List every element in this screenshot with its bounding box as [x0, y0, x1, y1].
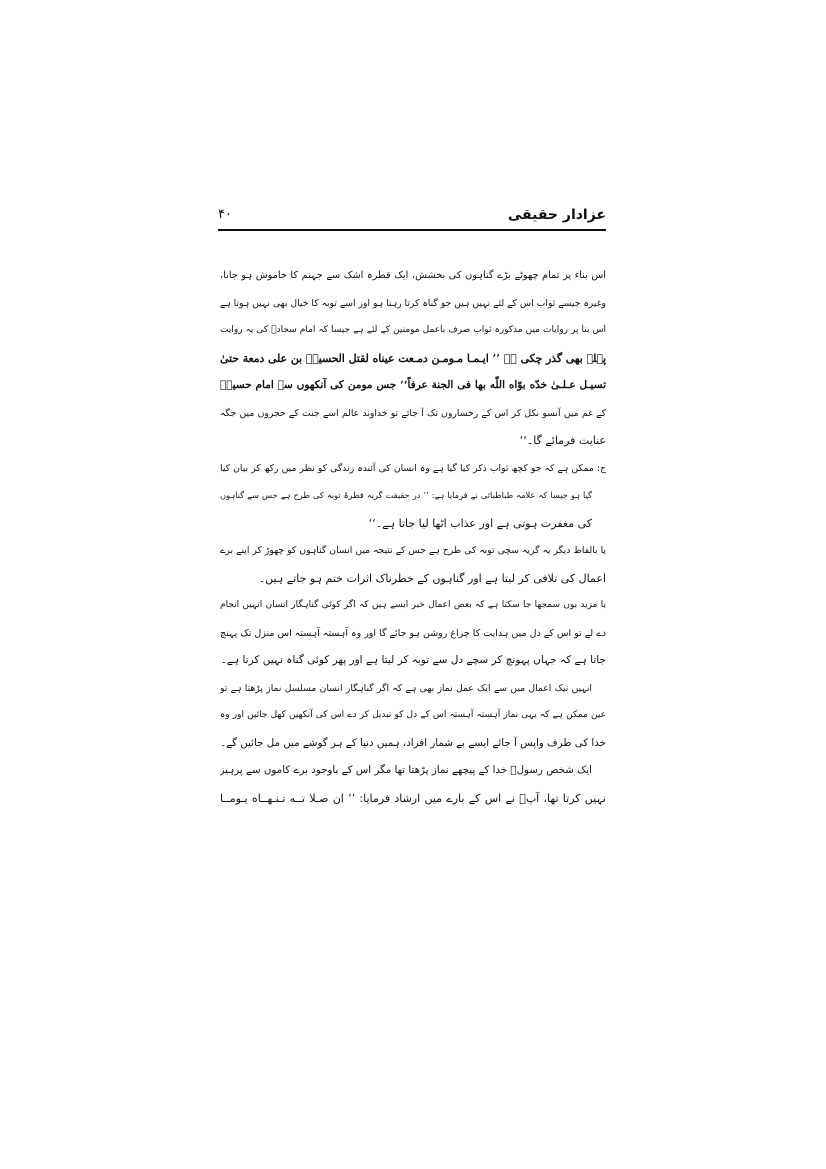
text-line: عنایت فرمائے گا۔‘‘ — [519, 434, 606, 447]
text-line: اعمال کی تلافی کر لیتا ہے اور گناہوں کے خطرناک اثرات ختم ہو جاتے ہیں۔ — [258, 571, 606, 585]
text-line: دے لے تو اس کے دل میں ہدایت کا چراغ روشن ہو جائے گا اور وہ آہستہ آہستہ اس منزل تک پہنچ — [220, 627, 606, 639]
text-line: اس بناء پر تمام چھوٹے بڑے گناہوں کی بخشش، ایک قطرہ اشک سے جہنم کا خاموش ہو جانا، — [220, 270, 606, 281]
text-line: ایک شخص رسولؐ خدا کے پیچھے نماز پڑھتا تھا مگر اس کے باوجود برے کاموں سے پرہیز — [220, 764, 592, 776]
text-line: اس بنا پر روایات میں مذکورہ ثواب صرف باعمل مومنین کے لئے ہے جیسا کہ امام سجادؑ کی یہ روایت — [220, 325, 606, 335]
text-line: عین ممکن ہے کہ یہی نماز آہستہ آہستہ اس کے دل کو تبدیل کر دے اس کی آنکھیں کھل جائیں اور وہ — [220, 710, 606, 720]
header-rule — [218, 229, 606, 231]
text-line: انہیں نیک اعمال میں سے ایک عمل نماز بھی ہے کہ اگر گناہگار انسان مسلسل نماز پڑھتا ہے تو — [220, 682, 592, 694]
running-title: عزادار حقیقی — [507, 207, 606, 223]
text-line: کے غم میں آنسو نکل کر اس کے رخساروں تک آ جائے تو خداوند عالم اسے جنت کے حجروں میں جگہ — [220, 407, 606, 419]
text-line: نہیں کرتا تھا، آپؐ نے اس کے بارے میں ارشاد فرمایا: ’’ ان صـلا تــه تـنـهــاه یـومــا — [220, 791, 606, 805]
text-line: یا بالفاظ دیگر یہ گریہ سچی توبہ کی طرح ہے جس کے نتیجہ میں انسان گناہوں کو چھوڑ کر اپنے برے — [220, 545, 606, 556]
text-line: کی مغفرت ہوتی ہے اور عذاب اٹھا لیا جاتا ہے۔‘‘ — [368, 516, 592, 530]
text-line: خدا کی طرف واپس آ جائے ایسے بے شمار افراد، ہمیں دنیا کے ہر گوشے میں مل جائیں گے۔ — [220, 736, 606, 749]
body-text — [220, 262, 606, 812]
text-line: یا مزید یوں سمجھا جا سکتا ہے کہ بعض اعمال خیر ایسے ہیں کہ اگر کوئی گناہگار انسان انہیں انجام — [220, 600, 606, 610]
text-line: پہلے بھی گذر چکی ہے ’’ ایـمـا مـومـن دمـعت عيناه لقتل الحسينؑ بن علی دمعة حتیٰ — [220, 351, 606, 365]
text-line: ج: ممکن ہے کہ جو کچھ ثواب ذکر کیا گیا ہے وہ انسان کی آئندہ زندگی کو نظر میں رکھ کر بیان کیا — [220, 462, 606, 474]
text-line: وغیرہ جیسے ثواب اس کے لئے نہیں ہیں جو گناہ کرتا رہتا ہو اور اسے توبہ کا خیال بھی نہیں ہوتا ہے — [220, 297, 606, 309]
text-line: تسیـل عـلـیٰ خدّه بوّاه اللّٰه بها فی الجنة عرفاً‘‘ جس مومن کی آنکھوں سے امام حسینؑ — [220, 379, 606, 391]
page-number: ۴۰ — [218, 207, 232, 222]
text-line: جاتا ہے کہ جہاں پہونچ کر سچے دل سے توبہ کر لیتا ہے اور پھر کوئی گناہ نہیں کرتا ہے۔ — [220, 654, 606, 666]
text-line: گیا ہو جیسا کہ علامہ طباطبائی نے فرمایا ہے: ’’ در حقیقت گریہ قطرۂ توبہ کی طرح ہے جس سے گناہوں — [220, 490, 592, 500]
page-header — [218, 196, 606, 226]
